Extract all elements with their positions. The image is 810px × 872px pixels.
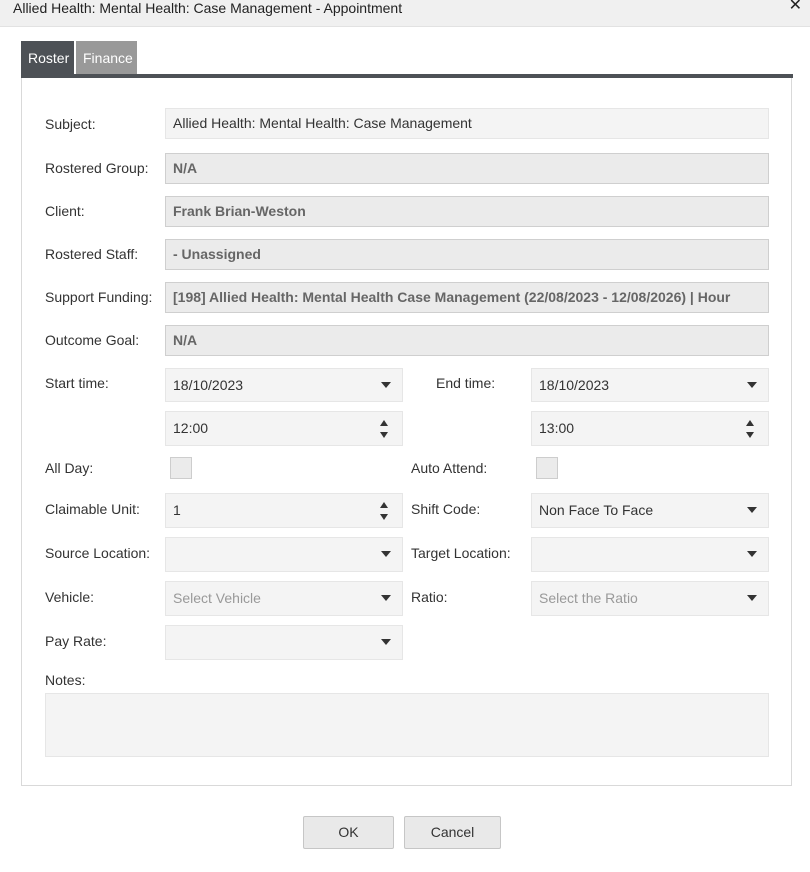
all-day-label: All Day: (45, 460, 94, 476)
target-location-dropdown[interactable] (531, 537, 769, 572)
ok-button[interactable]: OK (303, 816, 394, 849)
cancel-button[interactable]: Cancel (404, 816, 501, 849)
tab-finance[interactable]: Finance (76, 41, 137, 74)
end-time-down-arrow-icon[interactable] (746, 432, 754, 438)
claimable-unit-down-arrow-icon[interactable] (380, 514, 388, 520)
dialog-titlebar (0, 0, 810, 27)
auto-attend-label: Auto Attend: (411, 460, 488, 476)
vehicle-label: Vehicle: (45, 589, 95, 605)
target-location-label: Target Location: (411, 545, 511, 561)
claimable-unit-value: 1 (173, 502, 181, 518)
rostered-group-field: N/A (165, 153, 769, 184)
client-field: Frank Brian-Weston (165, 196, 769, 227)
support-funding-field: [198] Allied Health: Mental Health Case Management (22/08/2023 - 12/08/2026) | Hour (165, 282, 769, 313)
start-time-up-arrow-icon[interactable] (380, 420, 388, 426)
vehicle-dropdown[interactable] (165, 581, 403, 616)
start-time-spinner[interactable] (165, 411, 403, 446)
end-date-picker[interactable] (531, 368, 769, 402)
shift-code-label: Shift Code: (411, 501, 481, 517)
end-time-spinner[interactable] (531, 411, 769, 446)
ratio-placeholder: Select the Ratio (539, 590, 638, 606)
end-time-value: 13:00 (539, 420, 575, 436)
notes-textarea[interactable] (45, 693, 769, 757)
shift-code-value: Non Face To Face (539, 502, 654, 518)
outcome-goal-field: N/A (165, 325, 769, 356)
start-date-value: 18/10/2023 (173, 377, 244, 393)
all-day-checkbox[interactable] (170, 457, 192, 479)
client-label: Client: (45, 203, 85, 219)
claimable-unit-up-arrow-icon[interactable] (380, 502, 388, 508)
start-time-value: 12:00 (173, 420, 209, 436)
rostered-group-label: Rostered Group: (45, 160, 149, 176)
auto-attend-checkbox[interactable] (536, 457, 558, 479)
vehicle-placeholder: Select Vehicle (173, 590, 261, 606)
claimable-unit-label: Claimable Unit: (45, 501, 140, 517)
pay-rate-dropdown[interactable] (165, 625, 403, 660)
end-date-value: 18/10/2023 (539, 377, 610, 393)
close-icon[interactable]: ✕ (788, 0, 802, 14)
ratio-label: Ratio: (411, 589, 448, 605)
pay-rate-label: Pay Rate: (45, 633, 107, 649)
shift-code-dropdown[interactable] (531, 493, 769, 528)
ratio-dropdown[interactable] (531, 581, 769, 616)
support-funding-label: Support Funding: (45, 289, 153, 305)
subject-label: Subject: (45, 116, 96, 132)
start-time-down-arrow-icon[interactable] (380, 432, 388, 438)
end-time-label: End time: (436, 375, 496, 391)
source-location-dropdown[interactable] (165, 537, 403, 572)
notes-label: Notes: (45, 672, 86, 688)
rostered-staff-label: Rostered Staff: (45, 246, 139, 262)
source-location-label: Source Location: (45, 545, 151, 561)
subject-field[interactable]: Allied Health: Mental Health: Case Management (165, 108, 769, 139)
dialog-title: Allied Health: Mental Health: Case Management - Appointment (13, 0, 403, 16)
outcome-goal-label: Outcome Goal: (45, 332, 140, 348)
rostered-staff-field: - Unassigned (165, 239, 769, 270)
start-date-picker[interactable] (165, 368, 403, 402)
claimable-unit-spinner[interactable] (165, 493, 403, 528)
start-time-label: Start time: (45, 375, 109, 391)
tab-roster[interactable]: Roster (21, 41, 74, 74)
end-time-up-arrow-icon[interactable] (746, 420, 754, 426)
